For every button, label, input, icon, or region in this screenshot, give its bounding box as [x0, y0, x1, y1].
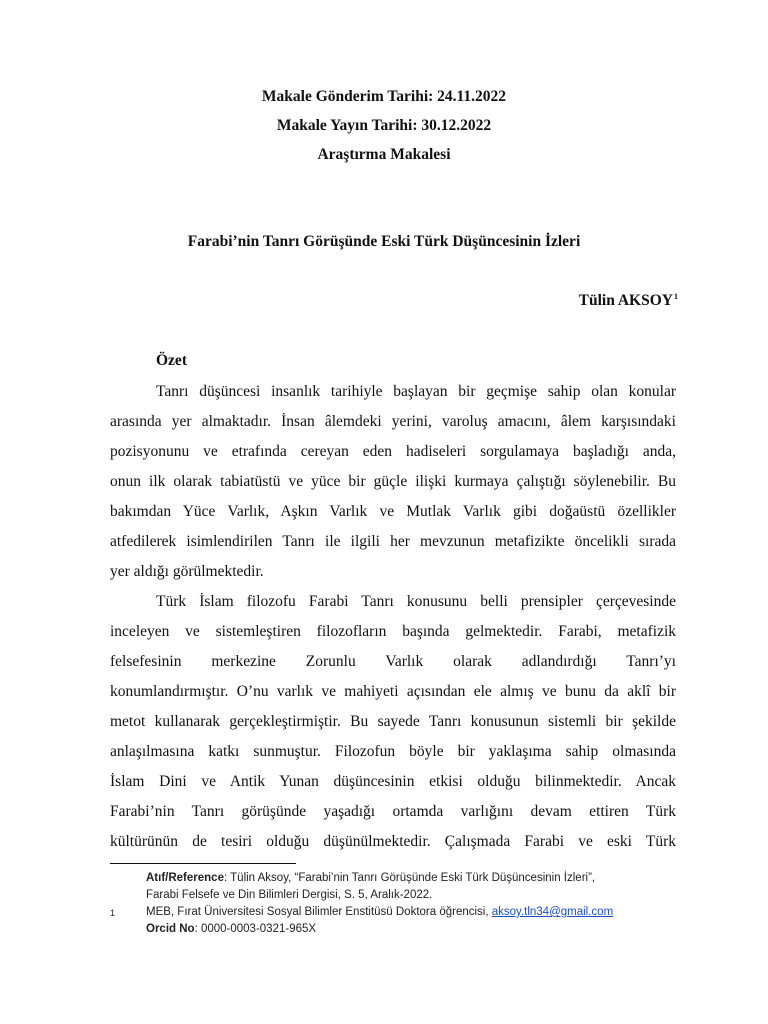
- abstract-heading: Özet: [156, 352, 187, 369]
- footnote-orcid: [146, 923, 316, 935]
- author-name-text: Tülin AKSOY: [578, 292, 673, 309]
- author-footnote-mark: 1: [674, 292, 678, 301]
- orcid-label: Orcid No: [146, 923, 195, 935]
- affiliation-text: MEB, Fırat Üniversitesi Sosyal Bilimler Enstitüsü Doktora öğrencisi,: [146, 906, 492, 918]
- abstract-line: felsefesinin merkezine Zorunlu Varlık olarak adlandırdığı Tanrı’yı: [110, 653, 676, 670]
- footnote-affiliation: [146, 906, 613, 918]
- orcid-value: : 0000-0003-0321-965X: [194, 923, 317, 935]
- footnote-number: 1: [110, 908, 116, 918]
- footnote-reference-cont: Farabi Felsefe ve Din Bilimleri Dergisi, S. 5, Aralık-2022.: [146, 889, 433, 901]
- abstract-body: [110, 377, 676, 857]
- reference-text: : Tülin Aksoy, “Farabi’nin Tanrı Görüşünde Eski Türk Düşüncesinin İzleri”,: [223, 872, 596, 884]
- abstract-line: Farabi’nin Tanrı görüşünde yaşadığı ortamda varlığını devam ettiren Türk: [110, 803, 676, 820]
- footnote-divider: [110, 863, 296, 864]
- submission-date: Makale Gönderim Tarihi: 24.11.2022: [261, 88, 507, 105]
- article-type: Araştırma Makalesi: [317, 146, 451, 163]
- abstract-line: Tanrı düşüncesi insanlık tarihiyle başlayan bir geçmişe sahip olan konular: [156, 383, 676, 400]
- abstract-line: İslam Dini ve Antik Yunan düşüncesinin etkisi olduğu bilinmektedir. Ancak: [110, 773, 676, 790]
- author-name: [579, 292, 678, 310]
- email-link[interactable]: aksoy.tln34@gmail.com: [491, 906, 614, 918]
- publication-date: Makale Yayın Tarihi: 30.12.2022: [276, 117, 492, 134]
- abstract-line: onun ilk olarak tabiatüstü ve yüce bir güçle ilişki kurmaya çalıştığı söylenebilir. Bu: [110, 473, 676, 490]
- abstract-line: konumlandırmıştır. O’nu varlık ve mahiyeti açısından ele almış ve bunu da aklî bir: [110, 683, 676, 700]
- abstract-line: Türk İslam filozofu Farabi Tanrı konusunu belli prensipler çerçevesinde: [156, 593, 676, 610]
- reference-label: Atıf/Reference: [146, 872, 224, 884]
- abstract-line: inceleyen ve sistemleştiren filozofların başında gelmektedir. Farabi, metafizik: [110, 623, 676, 640]
- abstract-line: atfedilerek isimlendirilen Tanrı ile ilgili her mevzunun metafizikte öncelikli sırada: [110, 533, 676, 550]
- abstract-line: yer aldığı görülmektedir.: [110, 563, 264, 580]
- abstract-line: pozisyonunu ve etrafında cereyan eden hadiseleri sorgulamaya başladığı anda,: [110, 443, 676, 460]
- abstract-line: bakımdan Yüce Varlık, Aşkın Varlık ve Mutlak Varlık gibi doğaüstü özellikler: [110, 503, 676, 520]
- article-title: Farabi’nin Tanrı Görüşünde Eski Türk Düşüncesinin İzleri: [187, 233, 581, 250]
- abstract-line: kültürünün de tesiri olduğu düşünülmektedir. Çalışmada Farabi ve eski Türk: [110, 833, 676, 850]
- footnote-reference: [146, 872, 595, 884]
- abstract-line: arasında yer almaktadır. İnsan âlemdeki yerini, varoluş amacını, âlem karşısındaki: [110, 413, 676, 430]
- abstract-line: metot kullanarak gerçekleştirmiştir. Bu sayede Tanrı konusunun sistemli bir şekilde: [110, 713, 676, 730]
- abstract-line: anlaşılmasına katkı sunmuştur. Filozofun böyle bir yaklaşıma sahip olmasında: [110, 743, 676, 760]
